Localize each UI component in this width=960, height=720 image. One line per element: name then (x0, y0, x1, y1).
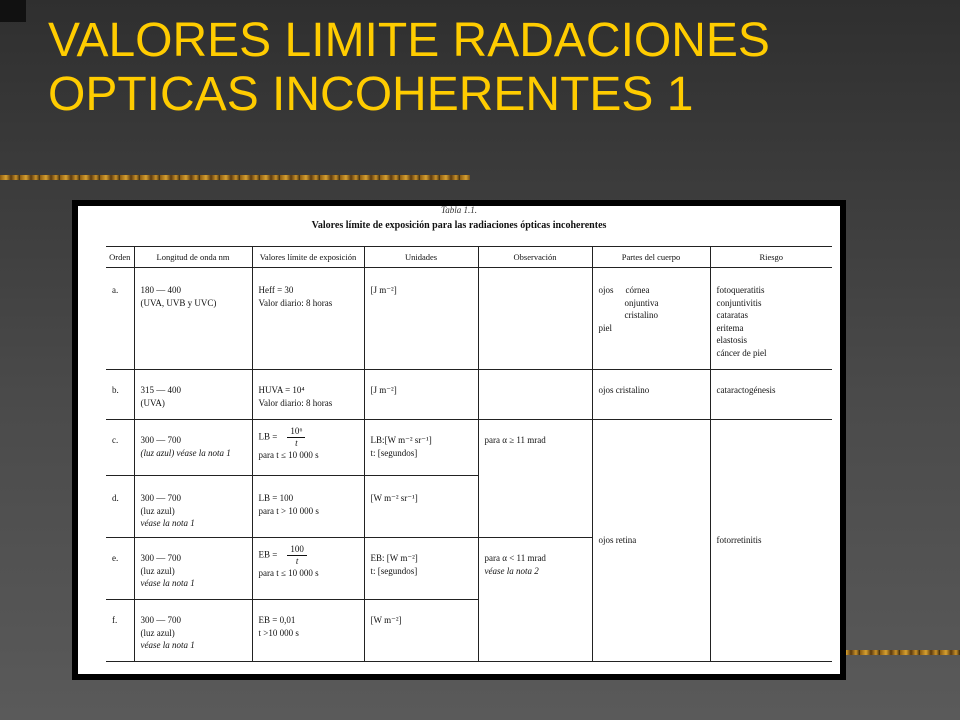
unit: [J m⁻²] (370, 285, 397, 295)
header-riesgo: Riesgo (710, 247, 832, 268)
body-part: piel (598, 322, 612, 333)
cell-longitud (134, 600, 252, 662)
wavelength-range: 300 — 700 (140, 553, 181, 563)
cell-observacion (478, 370, 592, 420)
limit-formula: LB = $\frac{\text{10⁶}}{t}$ (259, 426, 358, 449)
slide-title-line1: VALORES LIMITE RADACIONES (48, 14, 770, 67)
limit-value: Heff = 30 (258, 285, 294, 295)
cell-orden: e. (106, 538, 134, 600)
cell-unidades (364, 600, 478, 662)
decorative-divider-top (0, 175, 470, 180)
limit-value: LB = 100 (258, 493, 294, 503)
wavelength-band: (luz azul) (140, 627, 175, 638)
cell-valores (252, 476, 364, 538)
wavelength-note: véase la nota 1 (140, 578, 195, 588)
slide-title-line2: OPTICAS INCOHERENTES 1 (48, 68, 694, 121)
wavelength-range: 300 — 700 (140, 435, 181, 445)
header-longitud: Longitud de onda nm (134, 247, 252, 268)
header-observacion: Observación (478, 247, 592, 268)
cell-unidades (364, 476, 478, 538)
body-part: cristalino (624, 310, 658, 320)
unit: t: [segundos] (370, 447, 418, 458)
cell-partes (592, 268, 710, 370)
cell-orden: b. (106, 370, 134, 420)
limit-note: Valor diario: 8 horas (258, 397, 333, 408)
cell-longitud (134, 538, 252, 600)
unit: t: [segundos] (370, 565, 418, 576)
cell-riesgo: fotorretinitis (710, 420, 832, 662)
cell-orden: c. (106, 420, 134, 476)
table-row (106, 370, 832, 420)
cell-orden: d. (106, 476, 134, 538)
wavelength-band: (UVA) (140, 397, 165, 408)
limit-note: Valor diario: 8 horas (258, 297, 333, 308)
wavelength-band: (luz azul) véase la nota 1 (140, 447, 231, 458)
document-image-frame (72, 200, 846, 680)
risk-item: fotoqueratitis (716, 285, 765, 295)
cell-observacion: para α ≥ 11 mrad (478, 420, 592, 538)
wavelength-range: 300 — 700 (140, 615, 181, 625)
header-orden: Orden (106, 247, 134, 268)
exposure-limits-table (106, 246, 832, 662)
limit-note: para t ≤ 10 000 s (258, 568, 319, 578)
cell-longitud (134, 268, 252, 370)
unit: [W m⁻² sr⁻¹] (370, 493, 418, 503)
limit-note: t >10 000 s (258, 627, 299, 638)
cell-longitud (134, 420, 252, 476)
corner-mark (0, 0, 26, 22)
decorative-divider-bottom (840, 650, 960, 655)
cell-unidades (364, 538, 478, 600)
limit-value: EB = 0,01 (258, 615, 296, 625)
unit: [J m⁻²] (370, 385, 397, 395)
cell-partes: ojos retina (592, 420, 710, 662)
observation-note: véase la nota 2 (484, 565, 539, 576)
cell-longitud (134, 476, 252, 538)
cell-riesgo (710, 268, 832, 370)
unit: EB: [W m⁻²] (370, 553, 418, 563)
cell-valores (252, 600, 364, 662)
limit-note: para t > 10 000 s (258, 505, 319, 516)
table-number: Tabla 1.1. (441, 206, 477, 215)
formula-fraction: $\frac{100}{t}$ (287, 544, 307, 567)
cell-valores (252, 420, 364, 476)
body-part: onjuntiva (624, 297, 659, 308)
risk-item: cáncer de piel (716, 347, 767, 358)
cell-orden: a. (106, 268, 134, 370)
risk-item: elastosis (716, 335, 747, 345)
cell-valores (252, 538, 364, 600)
wavelength-note: véase la nota 1 (140, 518, 195, 528)
cell-longitud (134, 370, 252, 420)
wavelength-band: (luz azul) (140, 505, 175, 516)
cell-riesgo: cataractogénesis (710, 370, 832, 420)
table-row (106, 268, 832, 370)
cell-partes: ojos cristalino (592, 370, 710, 420)
observation-text: para α < 11 mrad (484, 553, 546, 563)
table-caption: Valores límite de exposición para las radiaciones ópticas incoherentes (311, 220, 607, 231)
wavelength-range: 180 — 400 (140, 285, 181, 295)
risk-item: conjuntivitis (716, 297, 762, 308)
limit-note: para t ≤ 10 000 s (258, 450, 319, 460)
body-part: ojos córnea (598, 285, 650, 295)
cell-observacion (478, 268, 592, 370)
risk-item: eritema (716, 322, 744, 333)
cell-orden: f. (106, 600, 134, 662)
risk-item: cataratas (716, 310, 748, 320)
cell-valores (252, 268, 364, 370)
limit-formula: EB = $\frac{100}{t}$ (259, 544, 358, 567)
wavelength-note: véase la nota 1 (140, 640, 195, 650)
wavelength-band: (luz azul) (140, 565, 175, 576)
cell-valores (252, 370, 364, 420)
formula-fraction: $\frac{\text{10⁶}}{t}$ (287, 426, 305, 449)
cell-unidades (364, 420, 478, 476)
wavelength-range: 300 — 700 (140, 493, 181, 503)
table-header-row (106, 247, 832, 268)
cell-unidades (364, 370, 478, 420)
table-row (106, 420, 832, 476)
wavelength-band: (UVA, UVB y UVC) (140, 297, 217, 308)
cell-observacion (478, 538, 592, 662)
header-partes: Partes del cuerpo (592, 247, 710, 268)
wavelength-range: 315 — 400 (140, 385, 181, 395)
header-unidades: Unidades (364, 247, 478, 268)
document-page (78, 206, 840, 674)
cell-unidades (364, 268, 478, 370)
limit-value: HUVA = 10⁴ (258, 385, 305, 395)
header-valores: Valores límite de exposición (252, 247, 364, 268)
slide-title (48, 14, 928, 122)
unit: LB:[W m⁻² sr⁻¹] (370, 435, 432, 445)
unit: [W m⁻²] (370, 615, 402, 625)
